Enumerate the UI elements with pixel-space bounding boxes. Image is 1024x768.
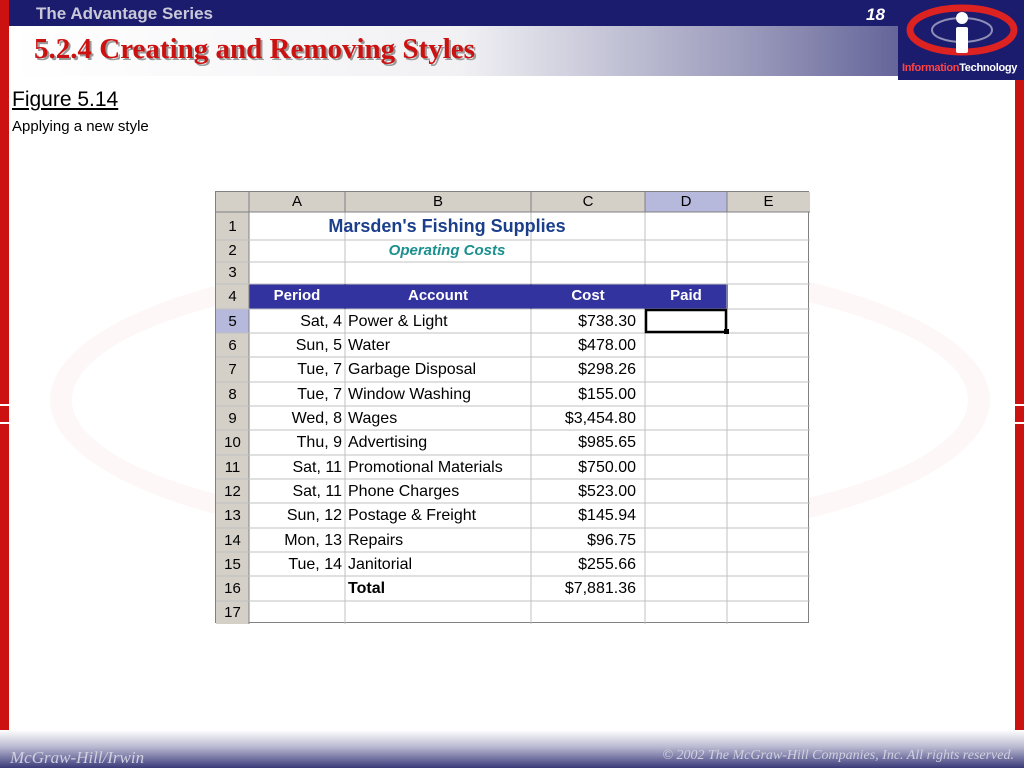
cell-period[interactable]: Sun, 12 — [286, 507, 342, 524]
cell-cost[interactable]: $750.00 — [578, 459, 636, 476]
cell-cost[interactable]: $985.65 — [578, 434, 636, 451]
cell-period[interactable]: Tue, 7 — [297, 386, 342, 403]
column-header-e[interactable]: E — [763, 193, 774, 210]
publisher-label: McGraw-Hill/Irwin — [10, 748, 145, 767]
cell-cost[interactable]: $478.00 — [578, 337, 636, 354]
figure-caption: Applying a new style — [12, 118, 149, 135]
cell-cost[interactable]: $298.26 — [578, 361, 636, 378]
header-cost[interactable]: Cost — [571, 287, 605, 304]
cell-period[interactable]: Sat, 11 — [292, 459, 342, 476]
row-header-4[interactable]: 4 — [228, 288, 237, 305]
cell-account[interactable]: Water — [348, 337, 391, 354]
column-header-a[interactable]: A — [291, 193, 302, 210]
right-divider-tick — [1015, 422, 1024, 424]
cell-account[interactable]: Power & Light — [348, 313, 448, 330]
cell-cost[interactable]: $145.94 — [578, 507, 636, 524]
right-divider-tick — [1015, 404, 1024, 406]
cell-period[interactable]: Sun, 5 — [295, 337, 342, 354]
cell-account[interactable]: Repairs — [348, 532, 404, 549]
column-header-d[interactable]: D — [680, 193, 692, 210]
cell-account[interactable]: Wages — [348, 410, 398, 427]
header-account[interactable]: Account — [408, 287, 468, 304]
header-period[interactable]: Period — [273, 287, 321, 304]
sheet-main-title[interactable]: Marsden's Fishing Supplies — [328, 216, 566, 236]
row-header-15[interactable]: 15 — [224, 556, 241, 573]
information-technology-logo — [898, 0, 1024, 80]
row-header-17[interactable]: 17 — [224, 604, 241, 621]
cell-total-cost[interactable]: $7,881.36 — [564, 580, 636, 597]
left-divider-tick — [0, 404, 9, 406]
right-accent-bar — [1015, 0, 1024, 768]
cell-account[interactable]: Promotional Materials — [348, 459, 503, 476]
cell-account[interactable]: Postage & Freight — [348, 507, 477, 524]
figure-title: Figure 5.14 — [12, 88, 119, 111]
copyright-notice: © 2002 The McGraw-Hill Companies, Inc. All rights reserved. — [662, 748, 1014, 763]
slide-title: 5.2.4 Creating and Removing Styles — [34, 33, 475, 65]
cell-account[interactable]: Phone Charges — [348, 483, 460, 500]
cell-cost[interactable]: $3,454.80 — [564, 410, 636, 427]
row-header-5[interactable]: 5 — [228, 313, 237, 330]
left-divider-tick — [0, 422, 9, 424]
row-header-14[interactable]: 14 — [224, 532, 241, 549]
row-header-2[interactable]: 2 — [228, 242, 237, 259]
row-header-12[interactable]: 12 — [224, 483, 241, 500]
selected-cell-d5[interactable] — [646, 310, 726, 332]
row-header-7[interactable]: 7 — [228, 361, 237, 378]
row-header-13[interactable]: 13 — [224, 507, 241, 524]
cell-period[interactable]: Tue, 14 — [288, 556, 342, 573]
sheet-subtitle[interactable]: Operating Costs — [388, 242, 506, 259]
cell-account[interactable]: Advertising — [348, 434, 428, 451]
header-paid[interactable]: Paid — [670, 287, 702, 304]
series-label: The Advantage Series — [36, 4, 213, 23]
logo-text — [902, 62, 1017, 74]
cell-cost[interactable]: $523.00 — [578, 483, 636, 500]
cell-cost[interactable]: $738.30 — [578, 313, 636, 330]
row-header-8[interactable]: 8 — [228, 386, 237, 403]
row-header-10[interactable]: 10 — [224, 434, 241, 451]
cell-cost[interactable]: $155.00 — [578, 386, 636, 403]
row-header-6[interactable]: 6 — [228, 337, 237, 354]
cell-account[interactable]: Janitorial — [348, 556, 413, 573]
row-header-9[interactable]: 9 — [228, 410, 237, 427]
cell-account[interactable]: Garbage Disposal — [348, 361, 477, 378]
left-accent-bar — [0, 0, 9, 768]
row-header-1[interactable]: 1 — [228, 218, 237, 235]
cell-cost[interactable]: $96.75 — [587, 532, 636, 549]
page-number: 18 — [866, 5, 885, 24]
row-header-16[interactable]: 16 — [224, 580, 241, 597]
cell-period[interactable]: Wed, 8 — [291, 410, 342, 427]
cell-period[interactable]: Tue, 7 — [297, 361, 342, 378]
cell-cost[interactable]: $255.66 — [578, 556, 636, 573]
column-header-c[interactable]: C — [582, 193, 594, 210]
cell-account[interactable]: Window Washing — [348, 386, 472, 403]
logo-text-information: Information — [902, 62, 960, 74]
row-header-11[interactable]: 11 — [224, 459, 241, 476]
cell-period[interactable]: Mon, 13 — [284, 532, 342, 549]
logo-emblem-icon — [898, 0, 1024, 62]
row-header-3[interactable]: 3 — [228, 264, 237, 281]
cell-period[interactable]: Thu, 9 — [296, 434, 342, 451]
cell-period[interactable]: Sat, 4 — [300, 313, 342, 330]
spreadsheet — [215, 191, 809, 623]
column-header-b[interactable]: B — [432, 193, 443, 210]
logo-text-technology: Technology — [959, 62, 1018, 74]
cell-total-label[interactable]: Total — [348, 580, 386, 597]
cell-period[interactable]: Sat, 11 — [292, 483, 342, 500]
